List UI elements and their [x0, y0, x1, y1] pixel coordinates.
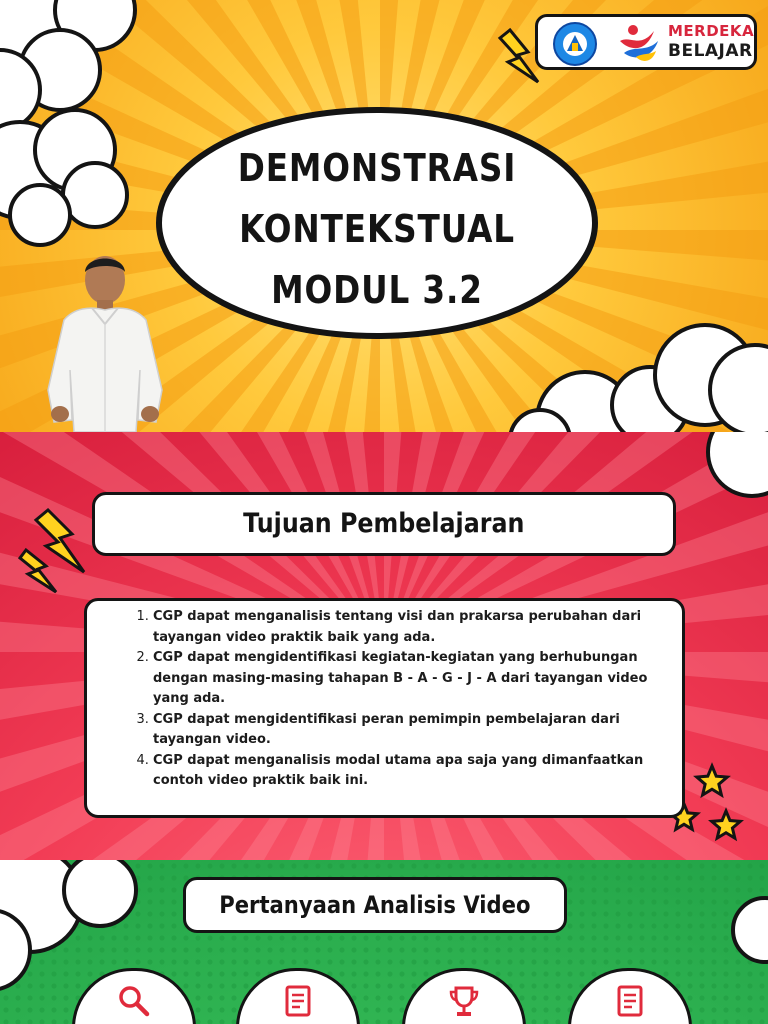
title-line-2: KONTEKSTUAL: [239, 207, 515, 251]
goals-section: [0, 432, 768, 860]
questions-section: [0, 860, 768, 1024]
magnifier-icon: [116, 983, 152, 1019]
goal-item: 2. CGP dapat mengidentifikasi kegiatan-kegiatan yang berhubungan dengan masing-masing tahapan B - A - G - J - A dari tayangan video yang ada.: [153, 648, 664, 710]
star-icon: [712, 811, 741, 838]
trophy-icon: [446, 983, 482, 1019]
questions-heading-box: [183, 877, 567, 933]
logo-text-merdeka: MERDEKA: [668, 22, 755, 40]
goal-item: 4. CGP dapat menganalisis modal utama apa saja yang dimanfaatkan contoh video praktik baik ini.: [153, 751, 664, 792]
document-list-icon: [612, 983, 648, 1019]
goals-list-box: [84, 598, 685, 818]
goals-heading: Tujuan Pembelajaran: [243, 508, 525, 539]
merdeka-belajar-logo-box: [535, 14, 757, 70]
goals-list: [87, 601, 682, 792]
title-line-1: DEMONSTRASI: [237, 146, 517, 190]
presenter-photo: [30, 250, 180, 432]
document-list-icon: [280, 983, 316, 1019]
goals-heading-box: [92, 492, 676, 556]
title-line-3: MODUL 3.2: [271, 268, 483, 312]
goal-item: 3. CGP dapat mengidentifikasi peran pemimpin pembelajaran dari tayangan video.: [153, 710, 664, 751]
questions-heading: Pertanyaan Analisis Video: [219, 891, 531, 919]
merdeka-belajar-ribbon-icon: [616, 23, 664, 63]
title-block: [152, 138, 602, 321]
hero-section: [0, 0, 768, 432]
cloud-left: [0, 110, 127, 245]
logo-text-belajar: BELAJAR: [668, 41, 753, 61]
goal-item: 1. CGP dapat menganalisis tentang visi dan prakarsa perubahan dari tayangan video praktik baik yang ada.: [153, 607, 664, 648]
tut-wuri-handayani-seal-icon: [552, 21, 598, 67]
